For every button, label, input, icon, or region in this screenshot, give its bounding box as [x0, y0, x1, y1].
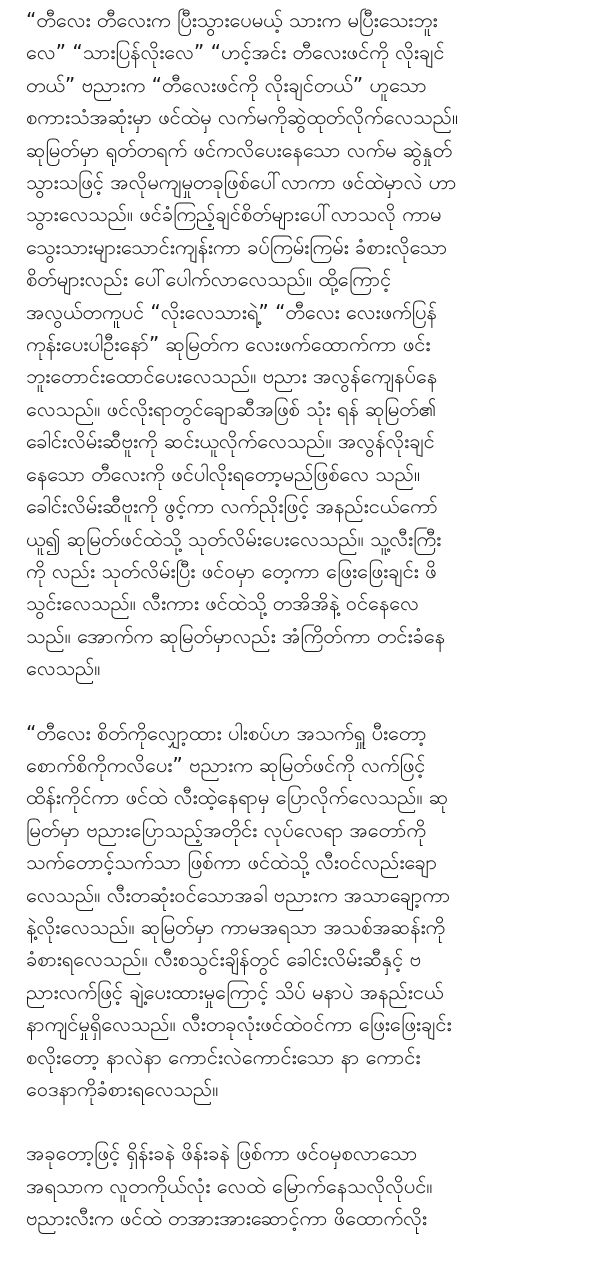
text-line: နဲ့လိုးလေသည်။ ဆုမြတ်မှာ ကာမအရသာ အသစ်အဆန်းကို — [26, 914, 446, 939]
text-line: ထိန်းကိုင်ကာ ဖင်ထဲ လီးထဲ့နေရာမှ ပြောလိုက်လေသည်။ ဆု — [26, 785, 449, 810]
paragraph-1 — [26, 4, 586, 685]
text-line: နာကျင်မှုရှိလေသည်။ လီးတခုလုံးဖင်ထဲဝင်ကာ ဖြေးဖြေးချင်း — [26, 1012, 452, 1037]
text-line: လေ” “သားပြန်လိုးလေ” “ဟင့်အင်း တီလေးဖင်ကို လိုးချင် — [26, 40, 445, 65]
text-line: တယ်” ဗညားက “တီလေးဖင်ကို လိုးချင်တယ်” ဟူသော — [26, 72, 427, 97]
text-line: စကားသံအဆုံးမှာ ဖင်ထဲမှ လက်မကိုဆွဲထုတ်လိုက်လေသည်။ — [26, 105, 458, 130]
text-line: အလွယ်တကူပင် “လိုးလေသားရဲ့” “တီလေး လေးဖက်ပြန် — [26, 299, 437, 324]
paragraph-3 — [26, 1137, 586, 1234]
text-line: ကို လည်း သုတ်လိမ်းပြီး ဖင်ဝမှာ တေ့ကာ ဖြေးဖြေးချင်း ဖိ — [26, 558, 437, 583]
text-line: သွင်းလေသည်။ လီးကား ဖင်ထဲသို့ တအိအိနဲ့ ဝင်နေလေ — [26, 591, 419, 616]
text-line: လေသည်။ — [26, 656, 101, 681]
text-line: ဆုမြတ်မှာ ရုတ်တရက် ဖင်ကလိပေးနေသော လက်မ ဆွဲနှုတ် — [26, 137, 453, 162]
text-line: ယူ၍ ဆုမြတ်ဖင်ထဲသို့ သုတ်လိမ်းပေးလေသည်။ သူ့လီးကြီး — [26, 526, 442, 551]
text-line: စလိုးတော့ နာလဲနာ ကောင်းလဲကောင်းသော နာ ကောင်း — [26, 1044, 421, 1069]
text-line: ဝေဒနာကိုခံစားရလေသည်။ — [26, 1077, 219, 1101]
text-line: မြတ်မှာ ဗညားပြောသည့်အတိုင်း လုပ်လေရာ အတော်ကို — [26, 817, 426, 842]
text-line: သွေးသားများသောင်းကျန်းကာ ခပ်ကြမ်းကြမ်း ခံစားလိုသော — [26, 234, 448, 259]
text-line: အခုတော့ဖြင့် ရှိန်းခနဲ ဖိန်းခနဲ ဖြစ်ကာ ဖင်ဝမှစလာသော — [26, 1141, 418, 1166]
text-line: သည်။ အောက်က ဆုမြတ်မှာလည်း အံကြိတ်ကာ တင်းခံနေ — [26, 623, 446, 648]
text-line: “တီလေး တီလေးက ပြီးသွားပေမယ့် သားက မပြီးသေးဘူး — [26, 8, 438, 32]
text-line: လေသည်။ ဖင်လိုးရာတွင်ချောဆီအဖြစ် သုံး ရန် ဆုမြတ်၏ — [26, 396, 437, 421]
paragraph-2 — [26, 717, 586, 1106]
text-line: သွားသဖြင့် အလိုမကျမှုတခုဖြစ်ပေါ်လာကာ ဖင်ထဲမှာလဲ ဟာ — [26, 170, 457, 195]
text-line: ဗညားလီးက ဖင်ထဲ တအားအားဆောင့်ကာ ဖိထောက်လိုး — [26, 1206, 427, 1231]
text-line: “တီလေး စိတ်ကိုလျှော့ထား ပါးစပ်ဟ အသက်ရှူ ပီးတော့ — [26, 720, 427, 745]
text-line: ခံစားရလေသည်။ လီးစသွင်းချိန်တွင် ခေါင်းလိမ်းဆီနှင့် ဗ — [26, 947, 422, 972]
text-line: ခေါင်းလိမ်းဆီဗူးကို ဖွင့်ကာ လက်ညိုးဖြင့် အနည်းငယ်ကော် — [26, 494, 438, 519]
text-line: သွားလေသည်။ ဖင်ခံကြည့်ချင်စိတ်များပေါ်လာသလို ကာမ — [26, 202, 442, 227]
text-line: ဘူးတောင်းထောင်ပေးလေသည်။ ဗညား အလွန်ကျေနပ်နေ — [26, 364, 438, 389]
text-line: ခေါင်းလိမ်းဆီဗူးကို ဆင်းယူလိုက်လေသည်။ အလွန်လိုးချင် — [26, 429, 435, 454]
text-line: စိတ်များလည်း ပေါ်ပေါက်လာလေသည်။ ထို့ကြောင့် — [26, 267, 392, 292]
text-line: ညားလက်ဖြင့် ချဲ့ပေးထားမှုကြောင့် သိပ် မနာပဲ အနည်းငယ် — [26, 979, 444, 1004]
text-line: စောက်စိကိုကလိပေး” ဗညားက ဆုမြတ်ဖင်ကို လက်ဖြင့် — [26, 752, 426, 777]
text-line: အရသာက လူတကိုယ်လုံး လေထဲ မြောက်နေသလိုလိုပင်။ — [26, 1173, 433, 1198]
text-line: နေသော တီလေးကို ဖင်ပါလိုးရတော့မည်ဖြစ်လေ သည်။ — [26, 461, 421, 486]
text-line: လေသည်။ လီးတဆုံးဝင်သောအခါ ဗညားက အသာချော့ကာ — [26, 882, 451, 907]
text-line: သက်တောင့်သက်သာ ဖြစ်ကာ ဖင်ထဲသို့ လီးဝင်လည်းချော — [26, 850, 438, 875]
text-line: ကုန်းပေးပါဦးနော်” ဆုမြတ်က လေးဖက်ထောက်ကာ ဖင်း — [26, 332, 431, 357]
